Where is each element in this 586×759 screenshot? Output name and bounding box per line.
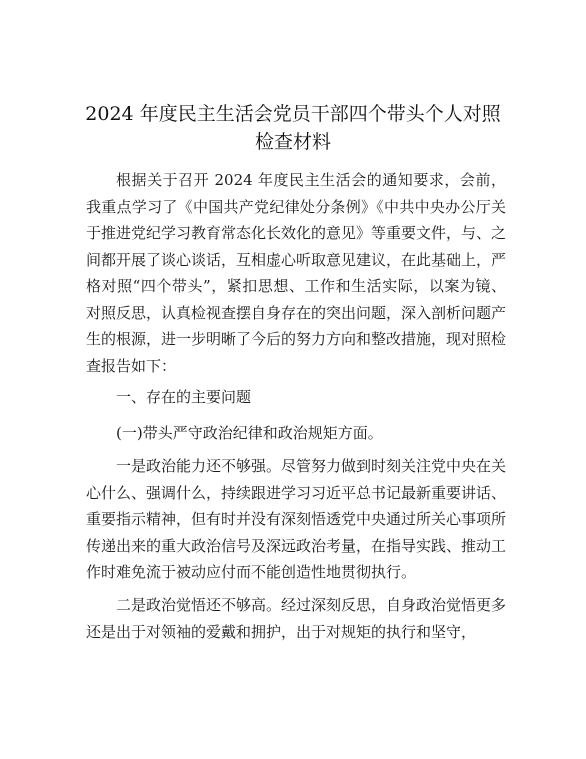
subsection-heading: (一)带头严守政治纪律和政治规矩方面。 [116,424,383,442]
problem-item-1: 一是政治能力还不够强。尽管努力做到时刻关注党中央在关心什么、强调什么，持续跟进学习习近平总书记最新重要讲话、重要指示精神，但有时并没有深刻悟透党中央通过所关心事项所传递出来的重大政治信号及深远政治考量，在指导实践、推动工作时难免流于被动应付而不能创造性地贯彻执行。 [86,457,507,581]
intro-paragraph: 根据关于召开 2024 年度民主生活会的通知要求，会前，我重点学习了《中国共产党纪律处分条例》《中共中央办公厅关于推进党纪学习教育常态化长效化的意见》等重要文件，与、之间都开展了谈心谈话，互相虚心听取意见建议，在此基础上，严格对照“四个带头”，紧扣思想、工作和生活实际，以案为镜、对照反思，认真检视查摆自身存在的突出问题，深入剖析问题产生的根源，进一步明晰了今后的努力方向和整改措施，现对照检查报告如下： [86,171,507,375]
problem-item-2: 二是政治觉悟还不够高。经过深刻反思，自身政治觉悟更多还是出于对领袖的爱戴和拥护，出于对规矩的执行和坚守， [86,596,507,641]
section-heading: 一、存在的主要问题 [116,388,252,406]
document-title: 2024 年度民主生活会党员干部四个带头个人对照检查材料 [85,103,501,153]
